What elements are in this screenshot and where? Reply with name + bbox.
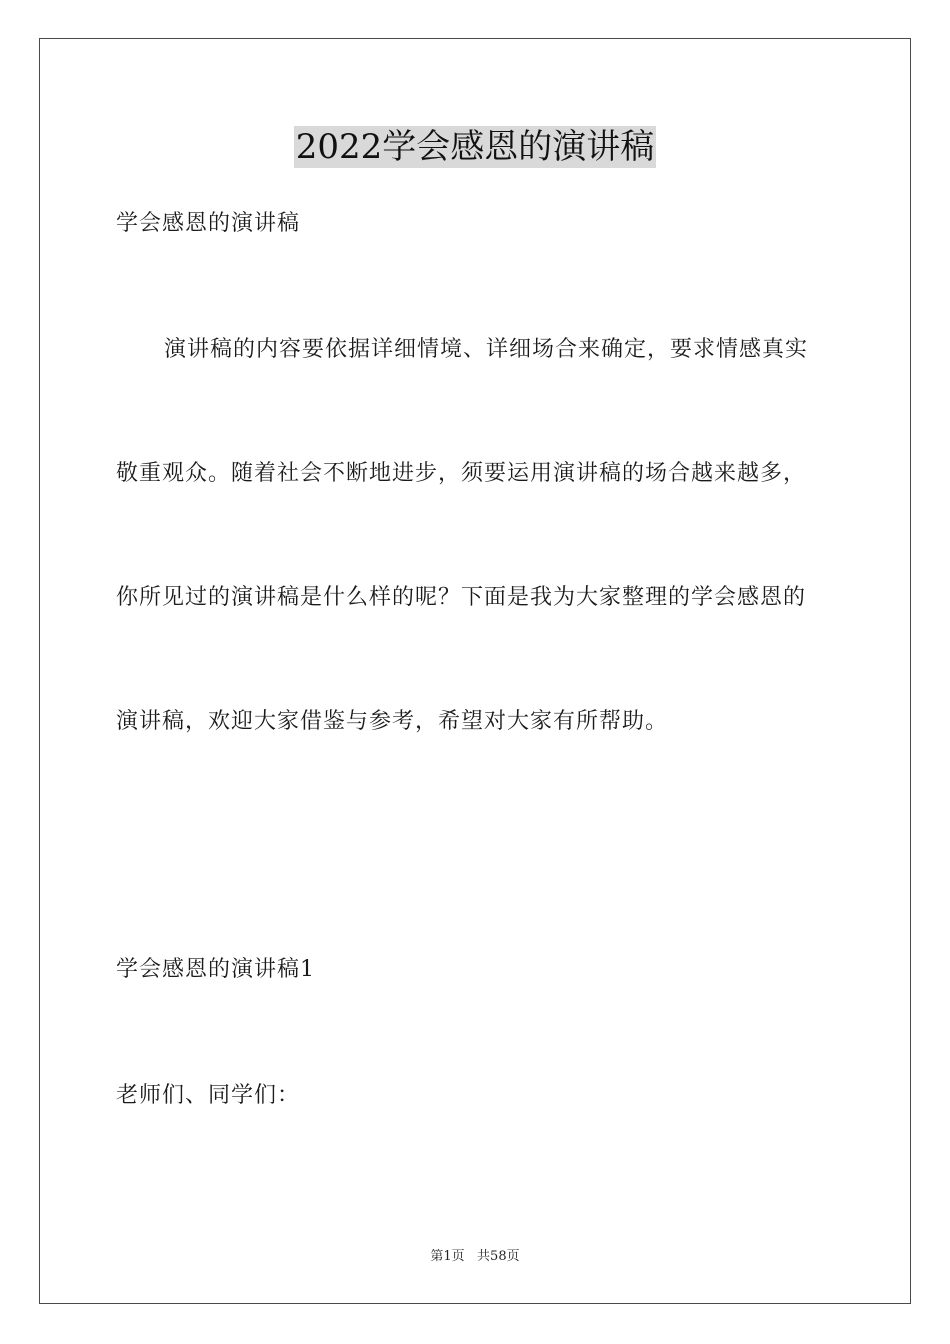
document-subtitle: 学会感恩的演讲稿 [116,211,301,236]
intro-line-1: 演讲稿的内容要依据详细情境、详细场合来确定，要求情感真实 [164,337,809,362]
section-heading: 学会感恩的演讲稿1 [116,957,315,982]
salutation: 老师们、同学们： [116,1083,301,1108]
intro-line-3: 你所见过的演讲稿是什么样的呢？下面是我为大家整理的学会感恩的 [116,585,807,610]
document-title: 2022学会感恩的演讲稿 [295,127,655,167]
intro-line-2: 敬重观众。随着社会不断地进步，须要运用演讲稿的场合越来越多， [116,461,807,486]
title-wrap [0,126,950,168]
intro-line-4: 演讲稿，欢迎大家借鉴与参考，希望对大家有所帮助。 [116,709,669,734]
page-footer: 第1页 共58页 [430,1249,520,1264]
